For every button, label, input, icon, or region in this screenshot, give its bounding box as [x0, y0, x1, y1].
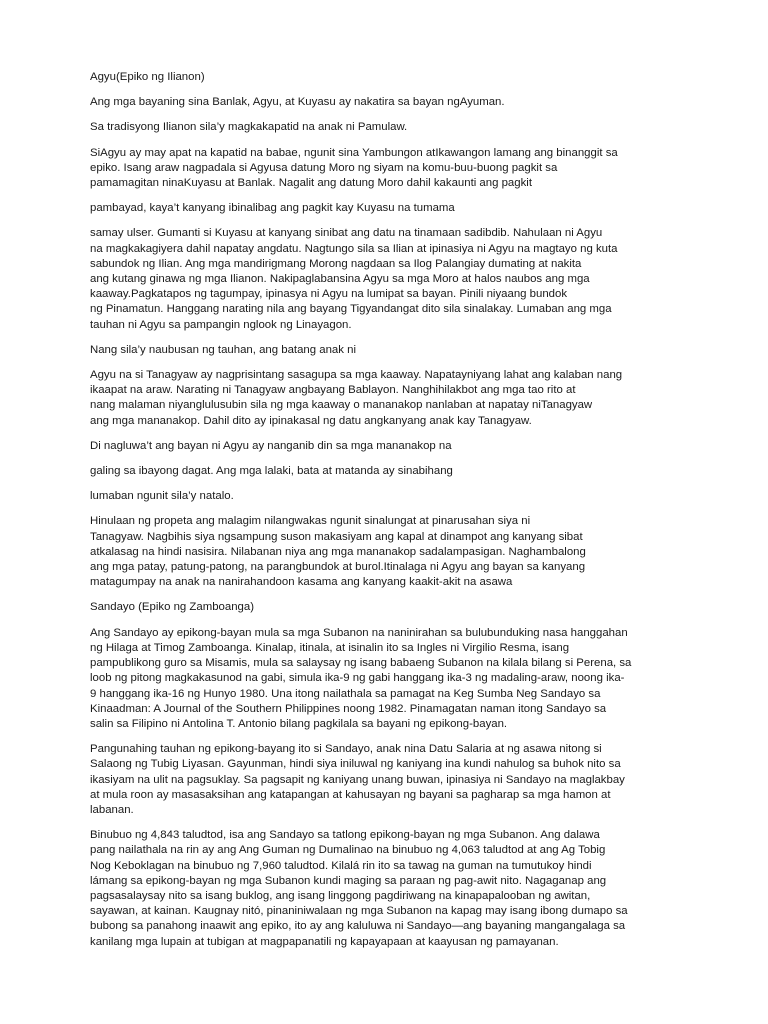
text-line: galing sa ibayong dagat. Ang mga lalaki, bata at matanda ay sinabihang — [90, 465, 453, 478]
text-line: Hinulaan ng propeta ang malagim nilangwakas ngunit sinalungat at pinarusahan siya ni — [90, 515, 531, 528]
paragraph — [90, 226, 680, 332]
text-line: kanilang mga lupain at tubigan at magpapanatili ng kapayapaan at kaayusan ng pamayanan. — [90, 935, 559, 948]
text-line: Sandayo (Epiko ng Zamboanga) — [90, 601, 255, 614]
text-line: Salaong ng Tubig Liyasan. Gayunman, hindi siya iniluwal ng kaniyang ina kundi nahulog sa buhok nito sa — [90, 758, 621, 771]
paragraph — [90, 464, 680, 479]
text-line: atkalasag na hindi nasisira. Nilabanan niya ang mga mananakop sadalampasigan. Naghambalong — [90, 545, 586, 558]
text-line: Ang mga bayaning sina Banlak, Agyu, at Kuyasu ay nakatira sa bayan ngAyuman. — [90, 96, 505, 109]
text-line: at mula roon ay masasaksihan ang katapangan at kahusayan ng bayani sa pagharap sa mga hamon at — [90, 788, 611, 801]
text-line: Nog Keboklagan na binubuo ng 7,960 taludtod. Kilalá rin ito sa tawag na guman na tumutukoy hindi — [90, 859, 592, 872]
text-line: samay ulser. Gumanti si Kuyasu at kanyang sinibat ang datu na tinamaan sadibdib. Nahulaan ni Agyu — [90, 227, 603, 240]
text-line: Pangunahing tauhan ng epikong-bayang ito si Sandayo, anak nina Datu Salaria at ng asawa nitong si — [90, 743, 602, 756]
document-body — [90, 70, 680, 950]
text-line: Binubuo ng 4,843 taludtod, isa ang Sandayo sa tatlong epikong-bayan ng mga Subanon. Ang dalawa — [90, 829, 600, 842]
paragraph-gap — [90, 429, 680, 439]
text-line: ang mga patay, patung-patong, na parangbundok at burol.Itinalaga ni Agyu ang bayan sa kanyang — [90, 561, 586, 574]
text-line: labanan. — [90, 803, 134, 816]
paragraph-gap — [90, 479, 680, 489]
paragraph — [90, 343, 680, 358]
text-line: Kinaadman: A Journal of the Southern Philippines noong 1982. Pinamagatan naman itong Sandayo sa — [90, 702, 607, 715]
text-line: 9 hanggang ika-16 ng Hunyo 1980. Una itong nailathala sa pamagat na Keg Sumba Neg Sandayo sa — [90, 687, 601, 700]
text-line: loob ng pitong magkakasunod na gabi, simula ika-9 ng gabi hanggang ika-3 ng madaling-araw, noong ika- — [90, 672, 625, 685]
text-line: lámang sa epikong-bayan ng mga Subanon kundi maging sa paraan ng pag-awit nito. Nagaganap ang — [90, 874, 607, 887]
text-line: SiAgyu ay may apat na kapatid na babae, ngunit sina Yambungon atIkawangon lamang ang binanggit sa — [90, 146, 618, 159]
section-heading — [90, 70, 680, 85]
paragraph-gap — [90, 818, 680, 828]
paragraph-gap — [90, 216, 680, 226]
text-line: epiko. Isang araw nagpadala si Agyusa datung Moro ng siyam na komu-buu-buong pagkit sa — [90, 161, 558, 174]
text-line: sabundok ng Ilian. Ang mga mandirigmang Morong nagdaan sa Ilog Palangiay dumating at nakita — [90, 257, 582, 270]
paragraph — [90, 120, 680, 135]
text-line: Ang Sandayo ay epikong-bayan mula sa mga Subanon na naninirahan sa bulubunduking nasa hanggahan — [90, 626, 628, 639]
text-line: salin sa Filipino ni Antolina T. Antonio bilang pagkilala sa bayani ng epikong-bayan. — [90, 717, 508, 730]
paragraph-gap — [90, 333, 680, 343]
text-line: pambayad, kaya’t kanyang ibinalibag ang pagkit kay Kuyasu na tumama — [90, 202, 455, 215]
text-line: ng Pinamatun. Hanggang narating nila ang bayang Tigyandangat dito sila sinalakay. Lumaban ang mga — [90, 303, 612, 316]
paragraph-gap — [90, 616, 680, 626]
text-line: na magkakagiyera dahil napatay angdatu. Nagtungo sila sa Ilian at ipinasiya ni Agyu na magtayo ng kuta — [90, 242, 618, 255]
text-line: pampublikong guro sa Misamis, mula sa salaysay ng isang babaeng Subanon na kilala bilang si Perena, sa — [90, 657, 632, 670]
text-line: pamamagitan ninaKuyasu at Banlak. Nagalit ang datung Moro dahil kakaunti ang pagkit — [90, 177, 532, 190]
text-line: ikasiyam na ulit na pagsuklay. Sa pagsapit ng kaniyang unang buwan, ipinasiya ni Sandayo na maglakbay — [90, 773, 625, 786]
text-line: pang nailathala na rin ay ang Ang Guman ng Dumalinao na binubuo ng 4,063 taludtod at ang Ag Tobig — [90, 844, 606, 857]
text-line: ng Hilaga at Timog Zamboanga. Kinalap, itinala, at isinalin ito sa Ingles ni Virgilio Resma, isang — [90, 641, 570, 654]
paragraph — [90, 146, 680, 192]
text-line: matagumpay na anak na nanirahandoon kasama ang kanyang kaakit-akit na asawa — [90, 576, 513, 589]
text-line: nang malaman niyanglulusubin sila ng mga kaaway o mananakop nanlaban at napatay niTanagyaw — [90, 399, 593, 412]
text-line: Nang sila’y naubusan ng tauhan, ang batang anak ni — [90, 343, 356, 356]
text-line: pagsasalaysay nito sa isang buklog, ang isang linggong pagdiriwang na kinapapalooban ng awitan, — [90, 889, 591, 902]
text-line: lumaban ngunit sila’y natalo. — [90, 490, 234, 503]
paragraph — [90, 368, 680, 429]
paragraph-gap — [90, 454, 680, 464]
paragraph-gap — [90, 136, 680, 146]
text-line: ang kutang ginawa ng mga Ilianon. Nakipaglabansina Agyu sa mga Moro at halos naubos ang mga — [90, 273, 590, 286]
paragraph — [90, 828, 680, 950]
section-heading — [90, 600, 680, 615]
paragraph — [90, 95, 680, 110]
paragraph — [90, 489, 680, 504]
text-line: Agyu(Epiko ng Ilianon) — [90, 71, 205, 83]
paragraph — [90, 201, 680, 216]
paragraph — [90, 626, 680, 732]
text-line: kaaway.Pagkatapos ng tagumpay, ipinasya ni Agyu na lumipat sa bayan. Pinili niyaang bundok — [90, 288, 568, 301]
paragraph — [90, 742, 680, 818]
text-line: ikaapat na araw. Narating ni Tanagyaw angbayang Bablayon. Nanghihilakbot ang mga tao rito at — [90, 384, 576, 397]
text-line: sayawan, at kainan. Kaugnay nitó, pinaniniwalaan ng mga Subanon na kapag may isang ibong dumapo sa — [90, 905, 628, 918]
text-line: Tanagyaw. Nagbihis siya ngsampung suson makasiyam ang kapal at dinampot ang kanyang sibat — [90, 530, 583, 543]
text-line: tauhan ni Agyu sa pampangin nglook ng Linayagon. — [90, 318, 352, 331]
text-line: Di nagluwa’t ang bayan ni Agyu ay nanganib din sa mga mananakop na — [90, 439, 452, 452]
paragraph-gap — [90, 504, 680, 514]
paragraph — [90, 439, 680, 454]
text-line: Agyu na si Tanagyaw ay nagprisintang sasagupa sa mga kaaway. Napatayniyang lahat ang kalaban nang — [90, 369, 623, 382]
paragraph-gap — [90, 732, 680, 742]
paragraph-gap — [90, 358, 680, 368]
text-line: Sa tradisyong Ilianon sila’y magkakapatid na anak ni Pamulaw. — [90, 121, 408, 134]
text-line: bubong sa panahong inaawit ang epiko, ito ay ang kaluluwa ni Sandayo—ang bayaning mangangalaga sa — [90, 920, 626, 933]
paragraph — [90, 514, 680, 590]
paragraph-gap — [90, 590, 680, 600]
paragraph-gap — [90, 110, 680, 120]
text-line: ang mga mananakop. Dahil dito ay ipinakasal ng datu angkanyang anak kay Tanagyaw. — [90, 414, 532, 427]
paragraph-gap — [90, 191, 680, 201]
paragraph-gap — [90, 85, 680, 95]
